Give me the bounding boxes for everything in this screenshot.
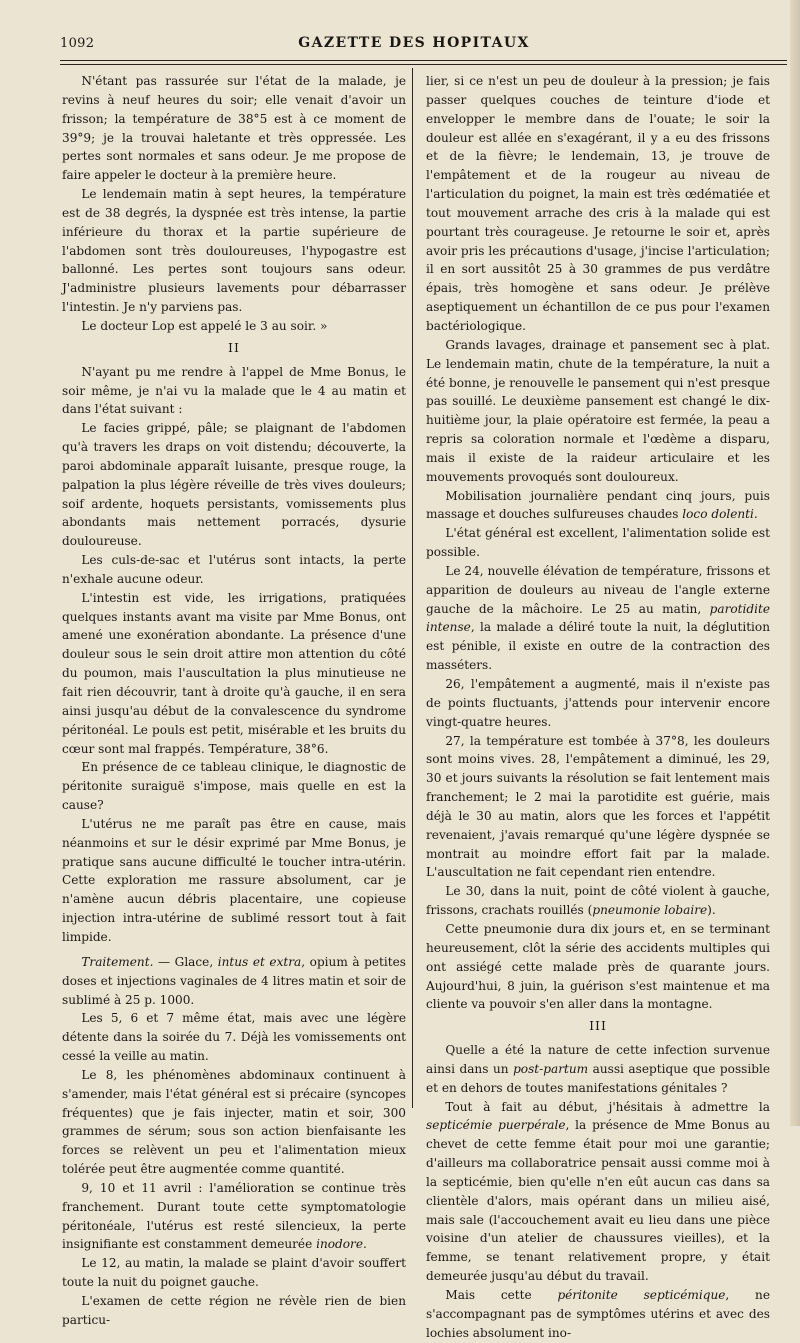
page-number: 1092 xyxy=(60,36,95,51)
traitement-label: Traitement. xyxy=(81,954,154,969)
paragraph: N'étant pas rassurée sur l'état de la malade, je revins à neuf heures du soir; elle venait d'avoir un frisson; la température de 38°5 est à ce moment de 39°9; je la trouvai haletante et très oppressée. Les pertes sont normales et sans odeur. Je me propose de faire appeler le docteur à la première heure. xyxy=(62,74,406,183)
paragraph: Mais cette péritonite septicémique, ne s'accompagnant pas de symptômes utérins et avec des lochies absolument ino- xyxy=(426,1288,770,1340)
paragraph: Le facies grippé, pâle; se plaignant de l'abdomen qu'à travers les draps on voit distendu; découverte, la paroi abdominale apparaît luisante, presque rouge, la palpation la plus légère réveille de très vives douleurs; soif ardente, hoquets persistants, vomissements plus abondants mais nettement porracés, dysurie douloureuse. xyxy=(62,421,406,549)
paragraph: Grands lavages, drainage et pansement sec à plat. Le lendemain matin, chute de la température, la nuit a été bonne, je renouvelle le pansement qui n'est presque pas souillé. Le deuxième pansement est changé le dix-huitième jour, la plaie opératoire est fermée, la peau a repris sa coloration normale et l'œdème a disparu, mais il existe de la raideur articulaire et les mouvements provoqués sont douloureux. xyxy=(426,337,770,484)
right-column xyxy=(426,72,770,1343)
section-heading-three: III xyxy=(589,1018,607,1034)
paragraph: Les 5, 6 et 7 même état, mais avec une légère détente dans la soirée du 7. Déjà les vomissements ont cessé la veille au matin. xyxy=(62,1011,406,1064)
paragraph: L'intestin est vide, les irrigations, pratiquées quelques instants avant ma visite par Mme Bonus, ont amené une exonération abondante. La présence d'une douleur sous le sein droit attire mon attention du côté du poumon, mais l'auscultation la plus minutieuse ne fait rien découvrir, tant à droite qu'à gauche, il en sera ainsi jusqu'au début de la convalescence du syndrome péritonéal. Le pouls est petit, misérable et les bruits du cœur sont mal frappés. Température, 38°6. xyxy=(62,590,406,756)
paragraph: L'utérus ne me paraît pas être en cause, mais néanmoins et sur le désir exprimé par Mme Bonus, je pratique sans aucune difficulté le toucher intra-utérin. Cette exploration me rassure absolument, car je n'amène aucun débris placentaire, une copieuse injection intra-utérine de sublimé ressort tout à fait limpide. xyxy=(62,816,406,944)
paragraph: Le 24, nouvelle élévation de température, frissons et apparition de douleurs au niveau de l'angle externe gauche de la mâchoire. Le 25 au matin, parotidite intense, la malade a déliré toute la nuit, la déglutition est pénible, il existe en outre de la contraction des masséters. xyxy=(426,563,770,673)
journal-title: GAZETTE DES HOPITAUX xyxy=(298,35,530,51)
paragraph: Le docteur Lop est appelé le 3 au soir. » xyxy=(81,318,328,333)
paragraph: L'état général est excellent, l'alimentation solide est possible. xyxy=(426,526,770,560)
paragraph: Cette pneumonie dura dix jours et, en se terminant heureusement, clôt la série des accidents multiples qui ont assiégé cette malade près de quarante jours. Aujourd'hui, 8 juin, la guérison s'est maintenue et ma cliente va pouvoir s'en aller dans la montagne. xyxy=(426,921,770,1012)
left-column xyxy=(62,72,406,1330)
header-rule-top xyxy=(60,60,787,61)
traitement-paragraph: Traitement. — Glace, intus et extra, opium à petites doses et injections vaginales de 4 litres matin et soir de sublimé à 25 p. 1000. xyxy=(62,954,407,1007)
paragraph: L'examen de cette région ne révèle rien de bien particu- xyxy=(62,1294,406,1327)
paragraph: Quelle a été la nature de cette infection survenue ainsi dans un post-partum aussi aseptique que possible et en dehors de toutes manifestations génitales ? xyxy=(426,1043,770,1095)
column-divider xyxy=(412,68,413,1108)
section-heading-two: II xyxy=(228,339,240,355)
paragraph: Tout à fait au début, j'hésitais à admettre la septicémie puerpérale, la présence de Mme Bonus au chevet de cette femme était pour moi une garantie; d'ailleurs ma collaboratrice pensait aussi comme moi à la septicémie, bien qu'elle n'en eût aucun cas dans sa clientèle d'alors, mais opérant dans un milieu aisé, mais sale (l'accouchement avait eu lieu dans une pièce voisine d'un atelier de chaussures vieilles), et la femme, se tenant relativement propre, y était demeurée jusqu'au début du travail. xyxy=(426,1099,771,1284)
paragraph: Le lendemain matin à sept heures, la température est de 38 degrés, la dyspnée est très intense, la partie inférieure du thorax et la partie supérieure de l'abdomen sont très douloureuses, l'hypogastre est ballonné. Les pertes sont toujours sans odeur. J'administre plusieurs lavements pour débarrasser l'intestin. Je n'y parviens pas. xyxy=(62,187,406,315)
header-rule-bottom xyxy=(60,64,787,65)
paragraph: Le 12, au matin, la malade se plaint d'avoir souffert toute la nuit du poignet gauche. xyxy=(62,1256,406,1290)
paragraph: En présence de ce tableau clinique, le diagnostic de péritonite suraiguë s'impose, mais quelle en est la cause? xyxy=(62,760,406,813)
paragraph: 9, 10 et 11 avril : l'amélioration se continue très franchement. Durant toute cette symptomatologie péritonéale, l'utérus est resté silencieux, la perte insignifiante est constamment demeurée inodore. xyxy=(62,1180,406,1252)
paragraph: Le 8, les phénomènes abdominaux continuent à s'amender, mais l'état général est si précaire (syncopes fréquentes) que je fais injecter, matin et soir, 300 grammes de sérum; sous son action bienfaisante les forces se relèvent un peu et l'alimentation mieux tolérée peut être augmentée comme quantité. xyxy=(62,1067,406,1177)
paragraph: 27, la température est tombée à 37°8, les douleurs sont moins vives. 28, l'empâtement a diminué, les 29, 30 et jours suivants la résolution se fait lentement mais franchement; le 2 mai la parotidite est guérie, mais déjà le 30 au matin, alors que les forces et l'appétit revenaient, j'avais remarqué qu'une légère dyspnée se montrait au moindre effort fait par la malade. L'auscultation ne fait cependant rien entendre. xyxy=(426,733,770,880)
page-edge xyxy=(790,0,800,1126)
paragraph: Le 30, dans la nuit, point de côté violent à gauche, frissons, crachats rouillés (pneumonie lobaire). xyxy=(426,884,770,918)
paragraph: Les culs-de-sac et l'utérus sont intacts, la perte n'exhale aucune odeur. xyxy=(62,553,406,586)
paragraph: N'ayant pu me rendre à l'appel de Mme Bonus, le soir même, je n'ai vu la malade que le 4 au matin et dans l'état suivant : xyxy=(62,364,406,417)
paragraph: 26, l'empâtement a augmenté, mais il n'existe pas de points fluctuants, j'attends pour intervenir encore vingt-quatre heures. xyxy=(426,677,770,729)
paragraph: Mobilisation journalière pendant cinq jours, puis massage et douches sulfureuses chaudes loco dolenti. xyxy=(426,488,770,522)
page-header xyxy=(60,34,768,56)
paragraph: lier, si ce n'est un peu de douleur à la pression; je fais passer quelques couches de teinture d'iode et envelopper le membre dans de l'ouate; le soir la douleur est allée en s'exagérant, il y a eu des frissons et de la fièvre; le lendemain, 13, je trouve de l'empâtement et de la rougeur au niveau de l'articulation du poignet, la main est très œdématiée et tout mouvement arrache des cris à la malade qui est pourtant très courageuse. Je retourne le soir et, après avoir pris les précautions d'usage, j'incise l'articulation; il en sort aussitôt 25 à 30 grammes de pus verdâtre épais, très homogène et sans odeur. Je prélève aseptiquement un échantillon de ce pus pour l'examen bactériologique. xyxy=(426,74,770,333)
